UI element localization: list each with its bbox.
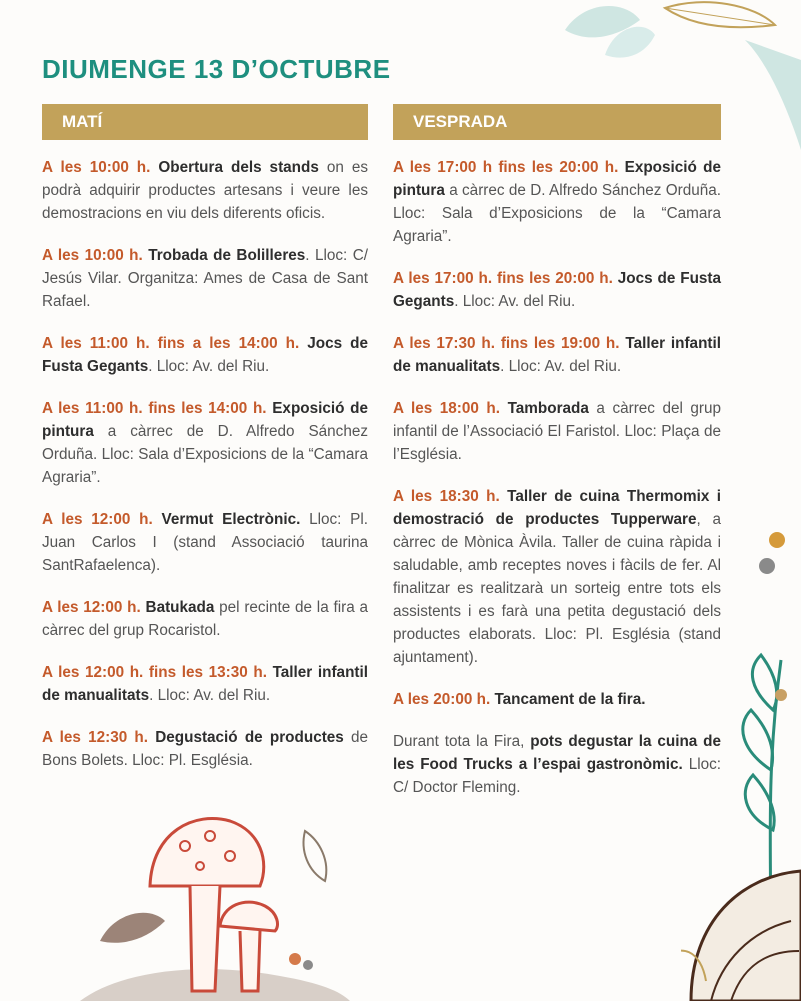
event-item: A les 11:00 h. fins a les 14:00 h. Jocs de Fusta Gegants. Lloc: Av. del Riu. [42, 335, 368, 375]
event-item: A les 18:00 h. Tamborada a càrrec del grup infantil de l’Associació El Faristol. Lloc: Plaça de l’Església. [393, 400, 722, 463]
event-item: A les 11:00 h. fins les 14:00 h. Exposició de pintura a càrrec de D. Alfredo Sánchez Orduña. Lloc: Sala d’Exposicions de la “Camara Agraria”. [42, 400, 369, 486]
page-title: DIUMENGE 13 D’OCTUBRE [42, 54, 391, 84]
mushroom-cap-decoration [681, 861, 801, 1001]
dots-decoration [755, 528, 795, 588]
morning-header: MATÍ [42, 104, 368, 140]
event-item: A les 12:00 h. fins les 13:30 h. Taller infantil de manualitats. Lloc: Av. del Riu. [42, 664, 369, 704]
morning-column [42, 104, 368, 791]
event-item: A les 20:00 h. Tancament de la fira. [393, 691, 646, 708]
event-item: A les 18:30 h. Taller de cuina Thermomix i demostració de productes Tupperware, a càrrec de Mònica Àvila. Taller de cuina ràpida i saludable, amb receptes noves i fàcils de fer. Al finalitzar es realitzarà un sorteig entre tots els assistents i es farà una petita degustació dels productes elaborats. Lloc: Pl. Església (stand ajuntament). [393, 488, 721, 666]
afternoon-column [393, 104, 721, 818]
afternoon-header: VESPRADA [393, 104, 721, 140]
event-item: A les 12:30 h. Degustació de productes de Bons Bolets. Lloc: Pl. Església. [42, 729, 369, 769]
event-item: A les 17:00 h. fins les 20:00 h. Jocs de Fusta Gegants. Lloc: Av. del Riu. [393, 270, 722, 310]
event-item: Durant tota la Fira, pots degustar la cuina de les Food Trucks a l’espai gastronòmic. Lloc: C/ Doctor Fleming. [393, 733, 722, 796]
event-item: A les 12:00 h. Vermut Electrònic. Lloc: Pl. Juan Carlos I (stand Associació taurina SantRafaelenca). [42, 511, 369, 574]
mushrooms-illustration [80, 801, 350, 1001]
event-item: A les 10:00 h. Obertura dels stands on es podrà adquirir productes artesans i veure les demostracions en viu dels diferents oficis. [42, 159, 369, 222]
event-item: A les 10:00 h. Trobada de Bolilleres. Lloc: C/ Jesús Vilar. Organitza: Ames de Casa de Sant Rafael. [42, 247, 369, 310]
event-item: A les 17:30 h. fins les 19:00 h. Taller infantil de manualitats. Lloc: Av. del Riu. [393, 335, 722, 375]
event-item: A les 17:00 h fins les 20:00 h. Exposició de pintura a càrrec de D. Alfredo Sánchez Orduña. Lloc: Sala d’Exposicions de la “Camara Agraria”. [393, 159, 722, 245]
event-item: A les 12:00 h. Batukada pel recinte de la fira a càrrec del grup Rocaristol. [42, 599, 368, 639]
